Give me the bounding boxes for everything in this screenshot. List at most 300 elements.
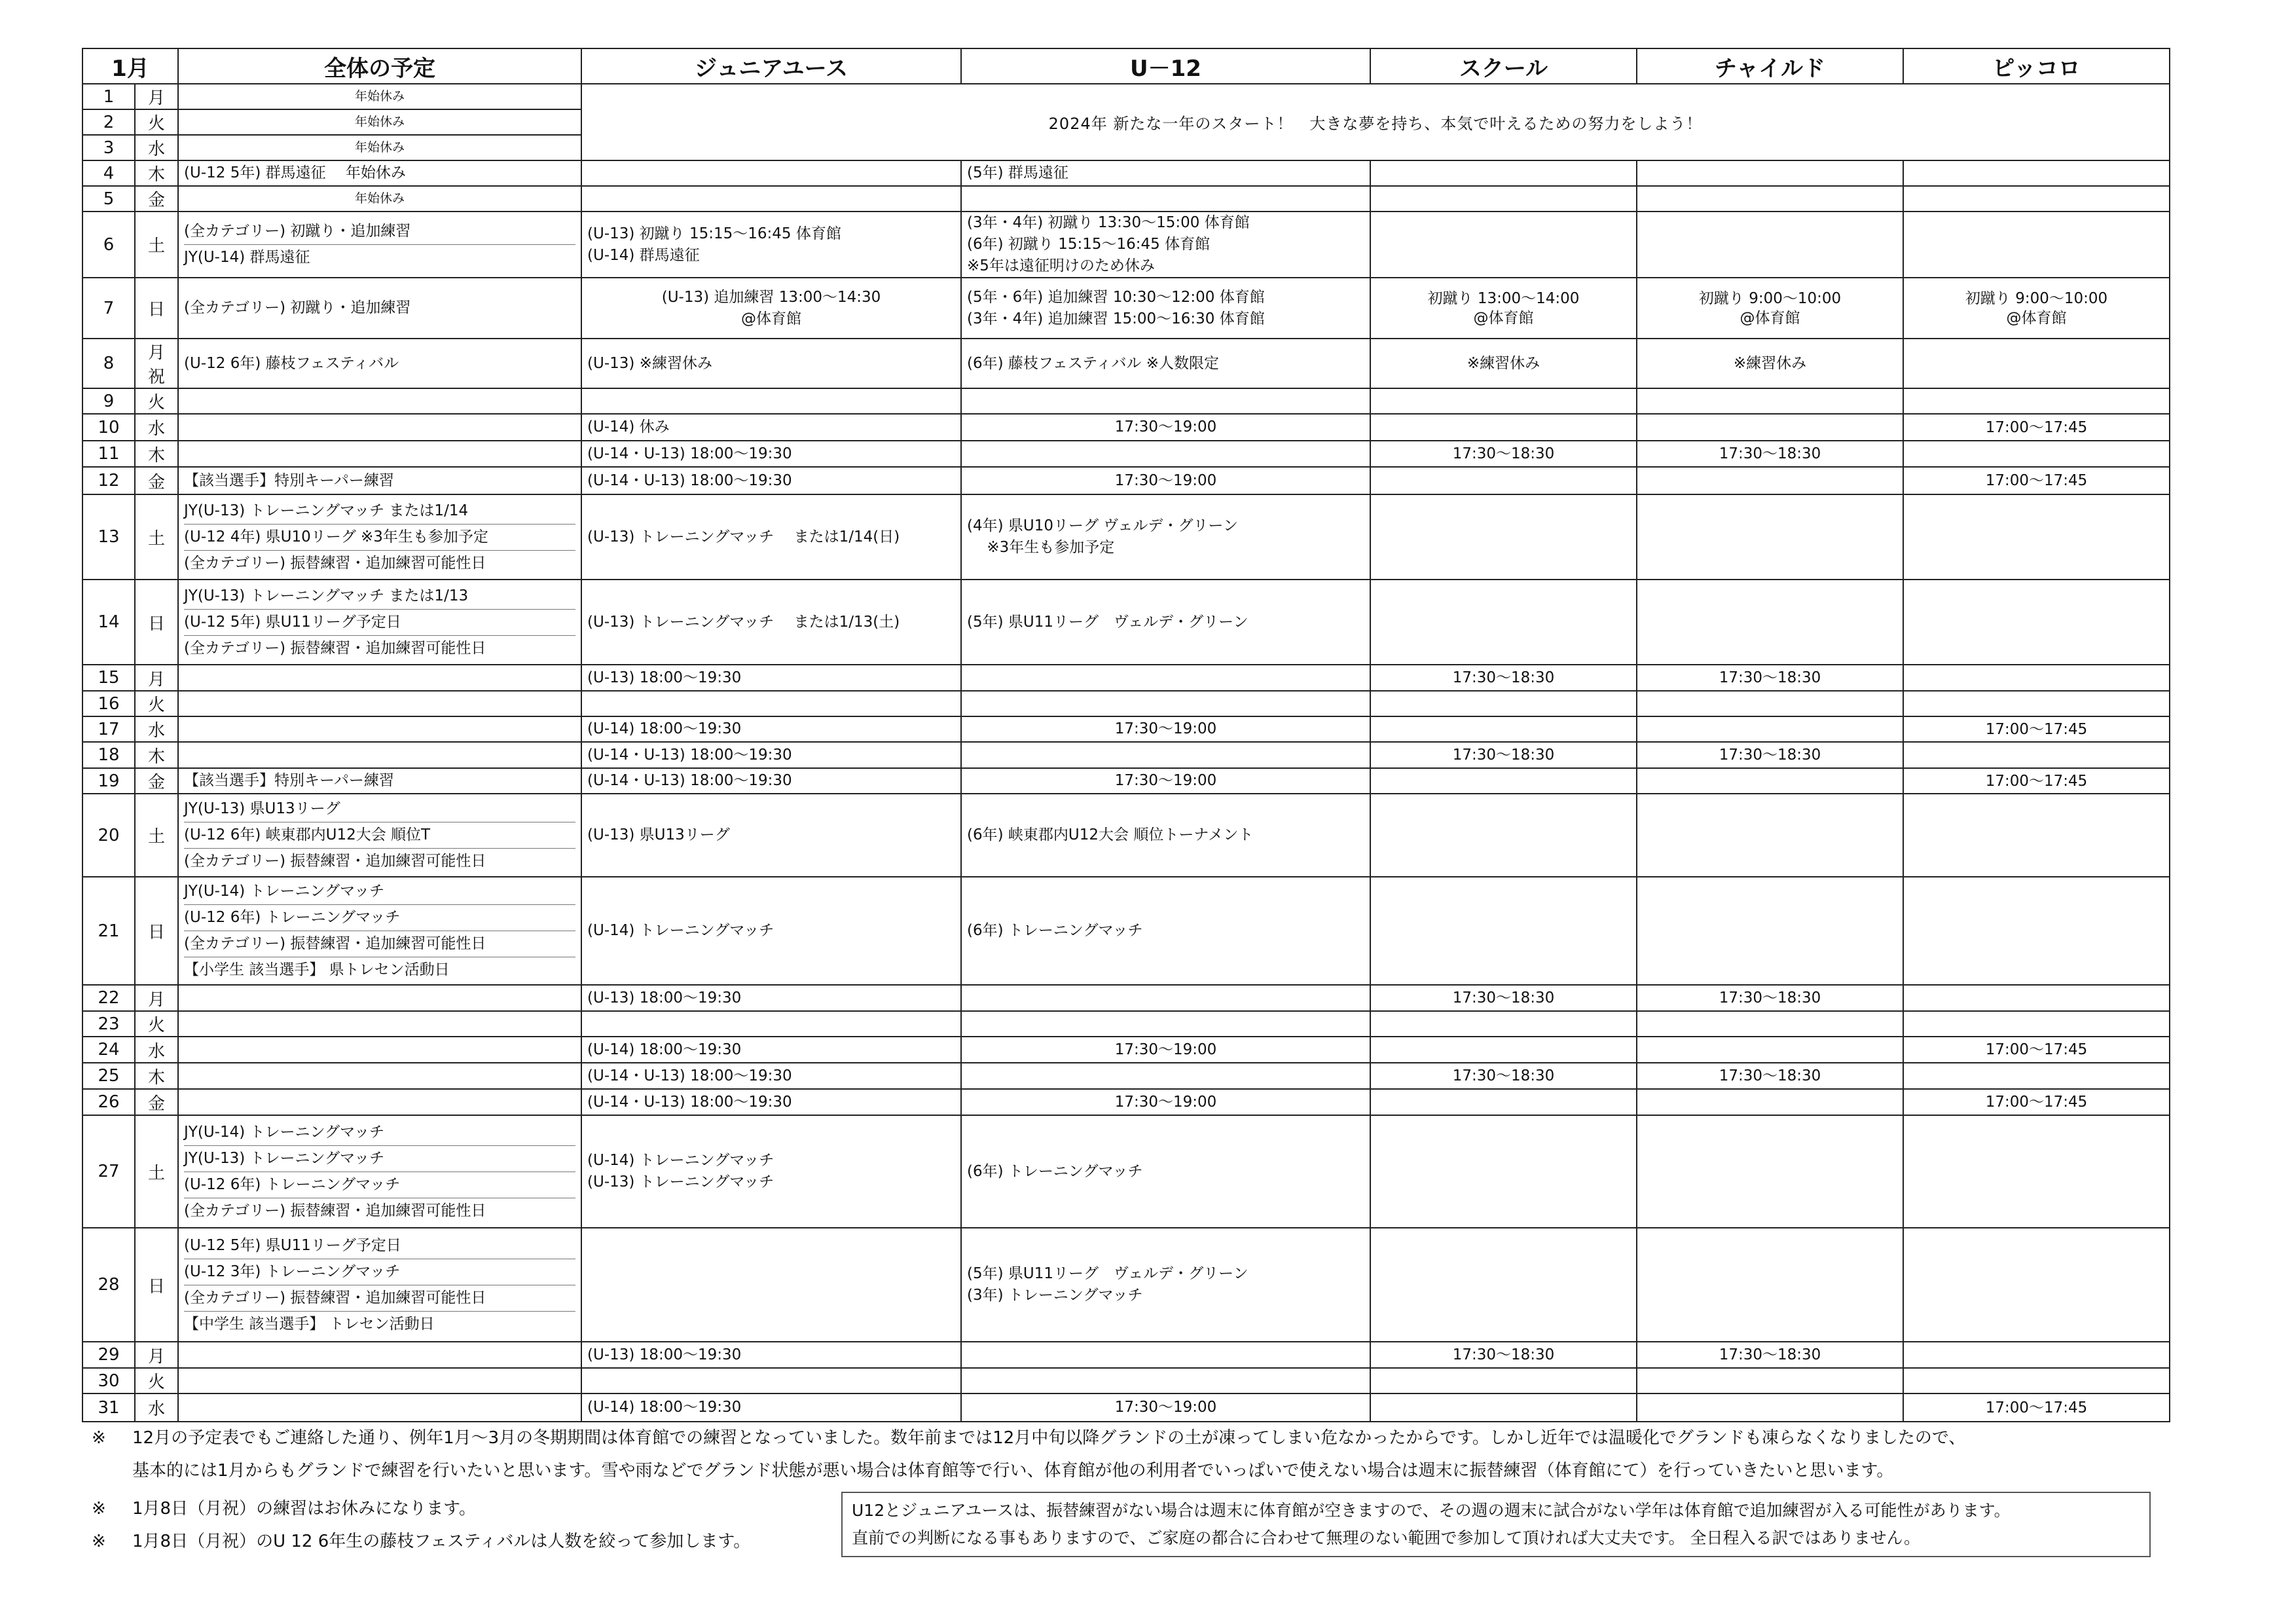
weekday: 火	[135, 109, 178, 135]
header-row	[82, 48, 2170, 84]
day-number: 31	[82, 1393, 135, 1422]
child-text: 17:30～18:30	[1719, 669, 1821, 686]
child-cell	[1637, 1011, 1903, 1037]
piccolo-text: 初蹴り 9:00～10:00 @体育館	[1965, 289, 2108, 327]
piccolo-text: 17:00～17:45	[1985, 418, 2088, 436]
school-cell	[1370, 1368, 1637, 1393]
u12-cell	[961, 1228, 1370, 1342]
u12-cell	[961, 1063, 1370, 1089]
junior-youth-item: (U-14・U-13) 18:00～19:30	[587, 1067, 792, 1084]
u12-cell	[961, 742, 1370, 768]
all-schedule-item: 【該当選手】特別キーパー練習	[184, 772, 394, 789]
day-number: 5	[82, 186, 135, 212]
junior-youth-item: (U-13) トレーニングマッチ	[587, 1173, 774, 1190]
day-number: 25	[82, 1063, 135, 1089]
junior-youth-cell	[581, 278, 961, 339]
all-schedule-cell	[178, 1115, 581, 1228]
u12-item: ※3年生も参加予定	[967, 539, 1115, 556]
day-row	[82, 1115, 2170, 1228]
child-cell	[1637, 691, 1903, 716]
all-schedule-item: (全カテゴリー) 振替練習・追加練習可能性日	[184, 639, 486, 657]
u12-item: 17:30～19:00	[1114, 720, 1217, 737]
piccolo-cell	[1903, 877, 2170, 985]
day-row	[82, 467, 2170, 494]
day-row	[82, 716, 2170, 742]
day-row	[82, 388, 2170, 414]
child-cell	[1637, 414, 1903, 441]
weekday: 月祝	[135, 339, 178, 388]
u12-cell	[961, 186, 1370, 212]
school-cell	[1370, 691, 1637, 716]
school-cell	[1370, 1393, 1637, 1422]
note-1-text-a: 12月の予定表でもご連絡した通り、例年1月～3月の冬期期間は体育館での練習となっていました。数年前までは12月中旬以降グランドの土が凍ってしまい危なかったからです。しかし近年では温暖化でグランドも凍らなくなりましたので、	[132, 1428, 1966, 1448]
banner-message: 2024年 新たな一年のスタート！ 大きな夢を持ち、本気で叶えるための努力をしよう！	[581, 84, 2170, 160]
junior-youth-cell	[581, 877, 961, 985]
child-cell	[1637, 1393, 1903, 1422]
all-schedule-cell	[178, 84, 581, 109]
all-schedule-cell	[178, 580, 581, 665]
weekday: 土	[135, 494, 178, 580]
junior-youth-cell	[581, 1089, 961, 1115]
weekday: 土	[135, 794, 178, 877]
day-row	[82, 1393, 2170, 1422]
weekday: 日	[135, 580, 178, 665]
day-row	[82, 665, 2170, 691]
all-schedule-cell	[178, 742, 581, 768]
weekday: 木	[135, 160, 178, 186]
all-schedule-cell	[178, 467, 581, 494]
piccolo-text: 17:00～17:45	[1985, 1041, 2088, 1058]
child-text: 初蹴り 9:00～10:00 @体育館	[1698, 289, 1842, 327]
day-number: 7	[82, 278, 135, 339]
weekday: 日	[135, 877, 178, 985]
junior-youth-cell	[581, 1011, 961, 1037]
day-number: 14	[82, 580, 135, 665]
weekday: 土	[135, 212, 178, 278]
child-cell	[1637, 794, 1903, 877]
all-schedule-item: 【中学生 該当選手】 トレセン活動日	[184, 1315, 435, 1333]
weekday: 月	[135, 1342, 178, 1368]
u12-cell	[961, 1393, 1370, 1422]
weekday: 日	[135, 1228, 178, 1342]
all-schedule-item: (全カテゴリー) 初蹴り・追加練習	[184, 299, 411, 316]
school-text: 17:30～18:30	[1452, 445, 1555, 462]
day-number: 18	[82, 742, 135, 768]
child-cell	[1637, 467, 1903, 494]
all-schedule-item: (U-12 5年) 県U11リーグ予定日	[184, 610, 575, 636]
note-box-line-1: U12とジュニアユースは、振替練習がない場合は週末に体育館が空きますので、その週の週末に試合がない学年は体育館で追加練習が入る可能性があります。	[852, 1501, 2011, 1520]
child-cell	[1637, 768, 1903, 794]
piccolo-cell	[1903, 794, 2170, 877]
weekday: 金	[135, 186, 178, 212]
all-schedule-item: (U-12 5年) 県U11リーグ予定日	[184, 1233, 575, 1259]
all-schedule-item: (U-12 3年) トレーニングマッチ	[184, 1259, 575, 1285]
u12-item: (5年・6年) 追加練習 10:30～12:00 体育館	[967, 288, 1265, 306]
junior-youth-item: (U-14・U-13) 18:00～19:30	[587, 772, 792, 789]
day-row	[82, 1063, 2170, 1089]
piccolo-cell	[1903, 691, 2170, 716]
junior-youth-cell	[581, 388, 961, 414]
junior-youth-cell	[581, 742, 961, 768]
weekday: 金	[135, 768, 178, 794]
all-schedule-cell	[178, 1037, 581, 1063]
school-text: 17:30～18:30	[1452, 989, 1555, 1006]
all-schedule-item: (U-12 6年) 藤枝フェスティバル	[184, 354, 399, 372]
weekday: 月	[135, 985, 178, 1011]
junior-youth-item: (U-13) 追加練習 13:00～14:30	[661, 288, 881, 306]
school-cell	[1370, 985, 1637, 1011]
junior-youth-item: (U-14・U-13) 18:00～19:30	[587, 471, 792, 489]
u12-cell	[961, 278, 1370, 339]
child-cell	[1637, 186, 1903, 212]
all-schedule-cell	[178, 877, 581, 985]
all-schedule-cell	[178, 768, 581, 794]
junior-youth-item: (U-14) 群馬遠征	[587, 246, 700, 264]
junior-youth-item: (U-14・U-13) 18:00～19:30	[587, 445, 792, 462]
all-schedule-item: 年始休み	[355, 89, 405, 103]
junior-youth-cell	[581, 985, 961, 1011]
u12-item: (5年) 県U11リーグ ヴェルデ・グリーン	[967, 613, 1248, 631]
weekday: 月	[135, 84, 178, 109]
child-text: 17:30～18:30	[1719, 445, 1821, 462]
day-row	[82, 1368, 2170, 1393]
junior-youth-item: (U-13) 18:00～19:30	[587, 989, 742, 1006]
school-cell	[1370, 278, 1637, 339]
u12-item: (5年) 群馬遠征	[967, 164, 1068, 181]
u12-item: 17:30～19:00	[1114, 1041, 1217, 1058]
weekday: 月	[135, 665, 178, 691]
child-cell	[1637, 985, 1903, 1011]
piccolo-cell	[1903, 160, 2170, 186]
u12-cell	[961, 1089, 1370, 1115]
weekday: 火	[135, 388, 178, 414]
child-cell	[1637, 665, 1903, 691]
school-cell	[1370, 186, 1637, 212]
u12-cell	[961, 716, 1370, 742]
all-schedule-item: (U-12 6年) 峡東郡内U12大会 順位T	[184, 822, 575, 849]
all-schedule-item: 年始休み	[355, 191, 405, 206]
day-row	[82, 1011, 2170, 1037]
child-cell	[1637, 1063, 1903, 1089]
u12-cell	[961, 441, 1370, 467]
piccolo-cell	[1903, 1089, 2170, 1115]
piccolo-cell	[1903, 1115, 2170, 1228]
day-number: 28	[82, 1228, 135, 1342]
junior-youth-cell	[581, 1037, 961, 1063]
u12-item: 17:30～19:00	[1114, 471, 1217, 489]
day-number: 6	[82, 212, 135, 278]
piccolo-cell	[1903, 1368, 2170, 1393]
u12-item: (3年・4年) 追加練習 15:00～16:30 体育館	[967, 310, 1265, 327]
all-schedule-item: (全カテゴリー) 初蹴り・追加練習	[184, 219, 575, 245]
day-number: 17	[82, 716, 135, 742]
school-cell	[1370, 1342, 1637, 1368]
all-schedule-item: (U-12 5年) 群馬遠征 年始休み	[184, 164, 406, 181]
all-schedule-item: JY(U-14) トレーニングマッチ	[184, 1120, 575, 1146]
all-schedule-item: JY(U-14) 群馬遠征	[184, 249, 310, 266]
child-cell	[1637, 278, 1903, 339]
junior-youth-item: (U-13) 県U13リーグ	[587, 826, 730, 843]
piccolo-cell	[1903, 1228, 2170, 1342]
weekday: 水	[135, 716, 178, 742]
junior-youth-item: (U-14) 18:00～19:30	[587, 1399, 742, 1416]
junior-youth-item: @体育館	[741, 310, 802, 327]
school-text: 17:30～18:30	[1452, 669, 1555, 686]
child-cell	[1637, 742, 1903, 768]
all-schedule-cell	[178, 1011, 581, 1037]
day-number: 8	[82, 339, 135, 388]
all-schedule-cell	[178, 1063, 581, 1089]
child-cell	[1637, 388, 1903, 414]
child-text: 17:30～18:30	[1719, 989, 1821, 1006]
piccolo-cell	[1903, 186, 2170, 212]
schedule-table	[82, 48, 2170, 1422]
day-number: 2	[82, 109, 135, 135]
u12-item: (6年) トレーニングマッチ	[967, 922, 1143, 939]
junior-youth-cell	[581, 1063, 961, 1089]
day-row	[82, 414, 2170, 441]
month-header: 1月	[82, 48, 178, 84]
day-number: 30	[82, 1368, 135, 1393]
weekday: 水	[135, 1393, 178, 1422]
day-number: 10	[82, 414, 135, 441]
all-schedule-item: JY(U-13) トレーニングマッチ	[184, 1146, 575, 1172]
piccolo-cell	[1903, 985, 2170, 1011]
child-cell	[1637, 580, 1903, 665]
u12-cell	[961, 1368, 1370, 1393]
day-number: 11	[82, 441, 135, 467]
all-schedule-item: JY(U-13) 県U13リーグ	[184, 796, 575, 822]
school-cell	[1370, 388, 1637, 414]
junior-youth-item: (U-14) 休み	[587, 418, 670, 435]
all-schedule-item: (U-12 6年) トレーニングマッチ	[184, 1172, 575, 1198]
piccolo-cell	[1903, 278, 2170, 339]
all-schedule-cell	[178, 1342, 581, 1368]
piccolo-cell	[1903, 1037, 2170, 1063]
child-cell	[1637, 877, 1903, 985]
junior-youth-cell	[581, 716, 961, 742]
day-number: 12	[82, 467, 135, 494]
day-number: 21	[82, 877, 135, 985]
schedule-sheet	[82, 48, 2169, 1422]
all-schedule-item: 【小学生 該当選手】 県トレセン活動日	[184, 961, 450, 978]
col-header-school: スクール	[1370, 48, 1637, 84]
piccolo-cell	[1903, 1393, 2170, 1422]
u12-item: (6年) 初蹴り 15:15～16:45 体育館	[967, 236, 1211, 253]
all-schedule-item: 年始休み	[355, 115, 405, 129]
school-cell	[1370, 414, 1637, 441]
weekday: 水	[135, 135, 178, 160]
junior-youth-item: (U-14) トレーニングマッチ	[587, 1152, 774, 1169]
school-cell	[1370, 768, 1637, 794]
school-cell	[1370, 716, 1637, 742]
school-text: 17:30～18:30	[1452, 747, 1555, 764]
u12-cell	[961, 339, 1370, 388]
weekday: 土	[135, 1115, 178, 1228]
all-schedule-cell	[178, 494, 581, 580]
piccolo-text: 17:00～17:45	[1985, 1399, 2088, 1416]
school-cell	[1370, 441, 1637, 467]
all-schedule-cell	[178, 794, 581, 877]
day-number: 3	[82, 135, 135, 160]
u12-cell	[961, 794, 1370, 877]
day-number: 4	[82, 160, 135, 186]
junior-youth-cell	[581, 665, 961, 691]
day-row	[82, 160, 2170, 186]
all-schedule-item: (全カテゴリー) 振替練習・追加練習可能性日	[184, 1202, 486, 1219]
child-cell	[1637, 441, 1903, 467]
child-cell	[1637, 1037, 1903, 1063]
all-schedule-cell	[178, 388, 581, 414]
school-cell	[1370, 1089, 1637, 1115]
junior-youth-item: (U-13) 18:00～19:30	[587, 669, 742, 686]
junior-youth-cell	[581, 794, 961, 877]
all-schedule-cell	[178, 109, 581, 135]
day-number: 22	[82, 985, 135, 1011]
all-schedule-item: (全カテゴリー) 振替練習・追加練習可能性日	[184, 853, 486, 870]
day-row	[82, 186, 2170, 212]
school-cell	[1370, 742, 1637, 768]
weekday: 火	[135, 1368, 178, 1393]
piccolo-cell	[1903, 414, 2170, 441]
child-text: 17:30～18:30	[1719, 747, 1821, 764]
col-header-child: チャイルド	[1637, 48, 1903, 84]
u12-item: (6年) 峡東郡内U12大会 順位トーナメント	[967, 826, 1254, 843]
junior-youth-cell	[581, 494, 961, 580]
child-cell	[1637, 1089, 1903, 1115]
weekday: 水	[135, 1037, 178, 1063]
weekday: 日	[135, 278, 178, 339]
day-row	[82, 339, 2170, 388]
child-text: 17:30～18:30	[1719, 1067, 1821, 1084]
day-row	[82, 494, 2170, 580]
junior-youth-cell	[581, 691, 961, 716]
all-schedule-cell	[178, 414, 581, 441]
day-row	[82, 1089, 2170, 1115]
all-schedule-cell	[178, 1228, 581, 1342]
junior-youth-cell	[581, 186, 961, 212]
note-mark: ※	[92, 1532, 106, 1551]
weekday: 金	[135, 467, 178, 494]
junior-youth-item: (U-14) 18:00～19:30	[587, 720, 742, 737]
u12-cell	[961, 160, 1370, 186]
junior-youth-item: (U-13) 初蹴り 15:15～16:45 体育館	[587, 225, 841, 242]
school-cell	[1370, 1063, 1637, 1089]
school-cell	[1370, 580, 1637, 665]
junior-youth-cell	[581, 1115, 961, 1228]
all-schedule-cell	[178, 135, 581, 160]
piccolo-text: 17:00～17:45	[1985, 1094, 2088, 1111]
u12-cell	[961, 580, 1370, 665]
school-cell	[1370, 339, 1637, 388]
piccolo-cell	[1903, 441, 2170, 467]
all-schedule-item: (全カテゴリー) 振替練習・追加練習可能性日	[184, 554, 486, 572]
all-schedule-cell	[178, 691, 581, 716]
school-cell	[1370, 794, 1637, 877]
weekday: 木	[135, 1063, 178, 1089]
piccolo-cell	[1903, 212, 2170, 278]
all-schedule-cell	[178, 985, 581, 1011]
piccolo-text: 17:00～17:45	[1985, 472, 2088, 489]
day-row	[82, 877, 2170, 985]
u12-item: (6年) 藤枝フェスティバル ※人数限定	[967, 354, 1220, 372]
day-row	[82, 742, 2170, 768]
school-text: ※練習休み	[1467, 355, 1540, 372]
school-cell	[1370, 212, 1637, 278]
note-box	[841, 1492, 2151, 1557]
junior-youth-item: (U-14・U-13) 18:00～19:30	[587, 746, 792, 764]
day-row	[82, 768, 2170, 794]
school-cell	[1370, 160, 1637, 186]
u12-item: (3年・4年) 初蹴り 13:30～15:00 体育館	[967, 214, 1250, 231]
weekday: 水	[135, 414, 178, 441]
all-schedule-item: JY(U-13) トレーニングマッチ または1/14	[184, 498, 575, 525]
child-cell	[1637, 716, 1903, 742]
u12-cell	[961, 768, 1370, 794]
all-schedule-item: (全カテゴリー) 振替練習・追加練習可能性日	[184, 1285, 575, 1312]
piccolo-cell	[1903, 1063, 2170, 1089]
school-text: 17:30～18:30	[1452, 1346, 1555, 1363]
child-text: ※練習休み	[1733, 355, 1807, 372]
day-row	[82, 1342, 2170, 1368]
day-number: 15	[82, 665, 135, 691]
piccolo-cell	[1903, 494, 2170, 580]
day-number: 9	[82, 388, 135, 414]
all-schedule-cell	[178, 339, 581, 388]
note-1-continued	[132, 1457, 1893, 1481]
col-header-all: 全体の予定	[178, 48, 581, 84]
note-1-text-b: 基本的には1月からもグランドで練習を行いたいと思います。雪や雨などでグランド状態が悪い場合は体育館等で行い、体育館が他の利用者でいっぱいで使えない場合は週末に振替練習（体育館にて）を行っていきたいと思います。	[132, 1461, 1894, 1481]
note-1	[92, 1424, 1965, 1449]
school-cell	[1370, 1115, 1637, 1228]
u12-cell	[961, 388, 1370, 414]
piccolo-text: 17:00～17:45	[1985, 772, 2088, 790]
note-mark: ※	[92, 1499, 106, 1519]
school-cell	[1370, 1011, 1637, 1037]
school-cell	[1370, 665, 1637, 691]
u12-cell	[961, 1037, 1370, 1063]
day-number: 23	[82, 1011, 135, 1037]
u12-cell	[961, 877, 1370, 985]
day-number: 26	[82, 1089, 135, 1115]
child-cell	[1637, 1368, 1903, 1393]
u12-item: (5年) 県U11リーグ ヴェルデ・グリーン	[967, 1265, 1248, 1282]
weekday: 火	[135, 691, 178, 716]
u12-item: 17:30～19:00	[1114, 772, 1217, 789]
piccolo-cell	[1903, 1011, 2170, 1037]
u12-item: 17:30～19:00	[1114, 1093, 1217, 1111]
all-schedule-cell	[178, 160, 581, 186]
child-cell	[1637, 160, 1903, 186]
u12-item: (3年) トレーニングマッチ	[967, 1287, 1143, 1304]
piccolo-cell	[1903, 467, 2170, 494]
piccolo-cell	[1903, 768, 2170, 794]
piccolo-cell	[1903, 339, 2170, 388]
day-row	[82, 441, 2170, 467]
junior-youth-item: (U-13) 18:00～19:30	[587, 1346, 742, 1363]
piccolo-cell	[1903, 1342, 2170, 1368]
piccolo-cell	[1903, 388, 2170, 414]
day-number: 19	[82, 768, 135, 794]
note-2	[92, 1495, 476, 1519]
junior-youth-item: (U-13) ※練習休み	[587, 354, 712, 372]
all-schedule-cell	[178, 1393, 581, 1422]
all-schedule-item: (U-12 4年) 県U10リーグ ※3年生も参加予定	[184, 525, 575, 551]
all-schedule-cell	[178, 278, 581, 339]
note-box-line-2: 直前での判断になる事もありますので、ご家庭の都合に合わせて無理のない範囲で参加して頂ければ大丈夫です。 全日程入る訳ではありません。	[852, 1528, 1920, 1547]
all-schedule-item: JY(U-14) トレーニングマッチ	[184, 879, 575, 905]
junior-youth-cell	[581, 768, 961, 794]
